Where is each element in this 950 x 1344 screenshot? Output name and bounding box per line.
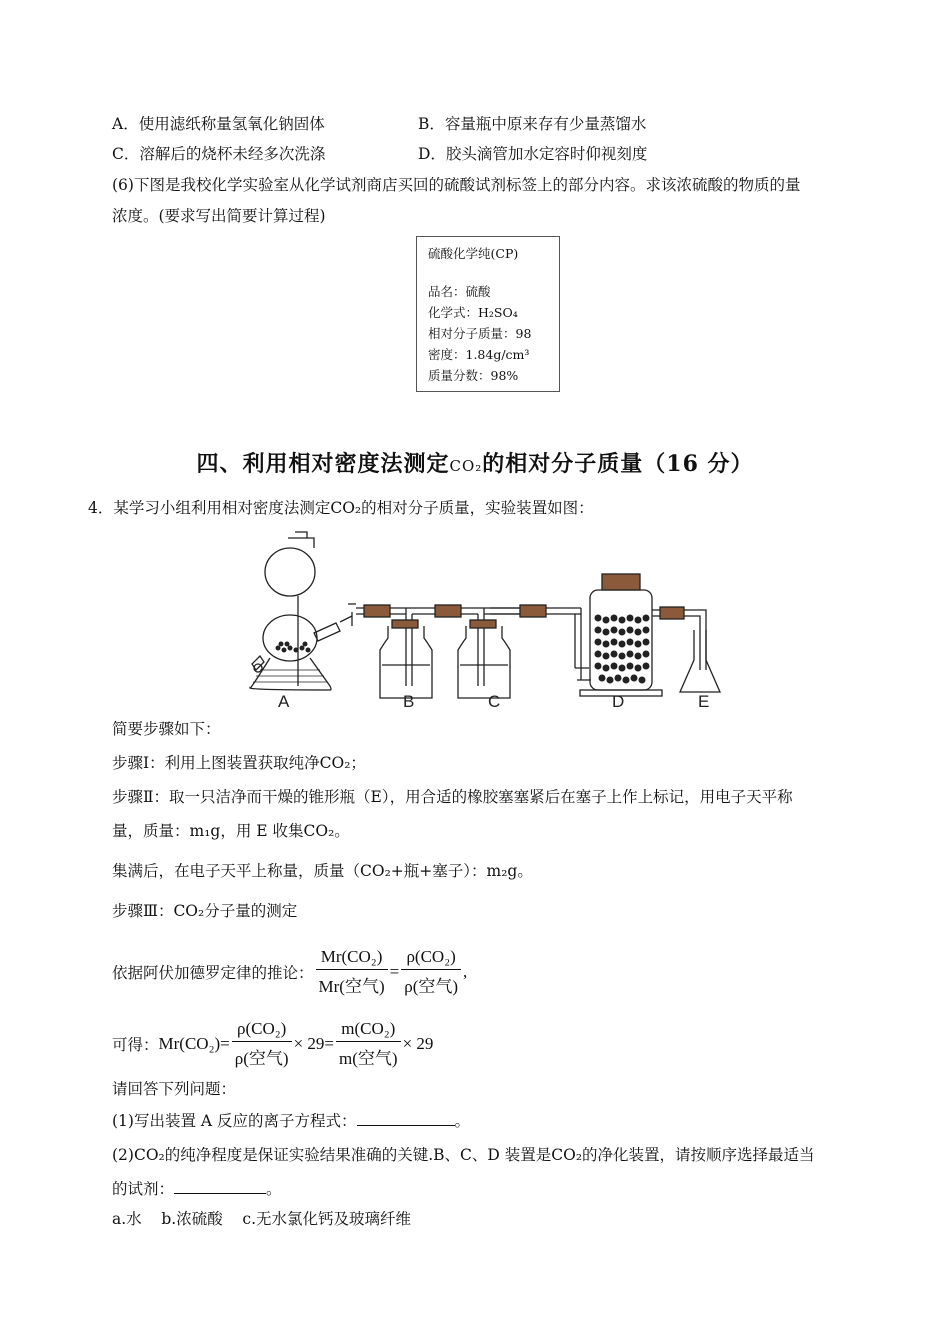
questions-heading: 请回答下列问题： xyxy=(112,1080,237,1098)
apparatus-diagram xyxy=(240,530,740,715)
question-2-line2: 的试剂： 。 xyxy=(112,1180,282,1198)
derived-formula: 可得： Mr(CO₂) = $\frac{\text{ρ(CO₂)}}{\text{ρ(空气)}}$ × 29 = $\frac{\text{m(CO₂)}}{\text{m(空气)}}$ × 29 xyxy=(112,1019,434,1068)
rho-air: ρ(空气) xyxy=(404,977,459,996)
label-b: B xyxy=(403,692,415,711)
label-d: D xyxy=(612,692,625,711)
reagent-density: 密度：1.84g/cm³ xyxy=(428,347,530,362)
reagent-name: 品名：硫酸 xyxy=(428,284,491,299)
reagent-label xyxy=(416,236,560,392)
q6-line1: (6)下图是我校化学实验室从化学试剂商店买回的硫酸试剂标签上的部分内容。求该浓硫酸的物质的量 xyxy=(112,176,801,194)
drying-granules xyxy=(595,615,650,684)
question-1: (1)写出装置 A 反应的离子方程式： 。 xyxy=(112,1112,471,1130)
step-1: 步骤Ⅰ：利用上图装置获取纯净CO₂； xyxy=(112,754,366,772)
kipp-upper-bulb xyxy=(265,548,315,596)
reagent-formula: 化学式：H₂SO₄ xyxy=(428,305,518,320)
kipp-side-tube xyxy=(314,623,340,641)
q4-intro: 4．某学习小组利用相对密度法测定CO₂的相对分子质量，实验装置如图： xyxy=(88,499,594,517)
kipp-middle-bulb xyxy=(263,615,317,661)
rho-co2: ρ(CO₂) xyxy=(401,947,461,970)
stopcock xyxy=(348,604,356,626)
mr-co2-result: Mr(CO₂) xyxy=(158,1034,221,1053)
step-2-line2: 量，质量：m₁g，用 E 收集CO₂。 xyxy=(112,822,350,840)
m-air: m(空气) xyxy=(339,1049,398,1068)
mr-air: Mr(空气) xyxy=(318,977,385,996)
answer-blank-1[interactable] xyxy=(357,1111,455,1126)
label-c: C xyxy=(488,692,501,711)
option-b: B．容量瓶中原来存有少量蒸馏水 xyxy=(418,115,647,133)
avogadro-formula: 依据阿伏加德罗定律的推论： $\frac{\text{Mr(CO₂)}}{\text{Mr(空气)}}$ = $\frac{\text{ρ(CO₂)}}{\text{ρ(空气)}}$ , xyxy=(112,947,468,996)
answer-blank-2[interactable] xyxy=(174,1179,266,1194)
reagent-heading: 硫酸化学纯(CP) xyxy=(428,246,519,261)
kipp-top-stopper xyxy=(295,532,307,538)
question-2-line1: (2)CO₂的纯净程度是保证实验结果准确的关键.B、C、D 装置是CO₂的净化装置，请按顺序选择最适当 xyxy=(112,1146,815,1164)
reagent-molar-mass: 相对分子质量：98 xyxy=(428,326,532,341)
mr-co2: Mr(CO₂) xyxy=(316,947,388,970)
step-2-line3: 集满后，在电子天平上称量，质量（CO₂+瓶+塞子）：m₂g。 xyxy=(112,862,533,880)
option-c: C．溶解后的烧杯未经多次洗涤 xyxy=(112,145,326,163)
q6-line2: 浓度。(要求写出简要计算过程) xyxy=(112,207,326,225)
label-e: E xyxy=(698,692,710,711)
label-a: A xyxy=(278,692,290,711)
option-a: A．使用滤纸称量氢氧化钠固体 xyxy=(112,115,325,133)
reagent-choices: a.水 b.浓硫酸 c.无水氯化钙及玻璃纤维 xyxy=(112,1210,412,1228)
kipp-base xyxy=(250,658,331,690)
reagent-mass-fraction: 质量分数：98% xyxy=(428,368,519,383)
steps-heading: 简要步骤如下： xyxy=(112,720,221,738)
m-co2: m(CO₂) xyxy=(336,1019,401,1042)
option-d: D．胶头滴管加水定容时仰视刻度 xyxy=(418,145,648,163)
step-2-line1: 步骤Ⅱ：取一只洁净而干燥的锥形瓶（E），用合适的橡胶塞塞紧后在塞子上作上标记，用电子天平称 xyxy=(112,788,793,806)
step-3: 步骤Ⅲ：CO₂分子量的测定 xyxy=(112,902,298,920)
section-title: 四、利用相对密度法测定CO₂的相对分子质量（16 分） xyxy=(196,451,754,477)
